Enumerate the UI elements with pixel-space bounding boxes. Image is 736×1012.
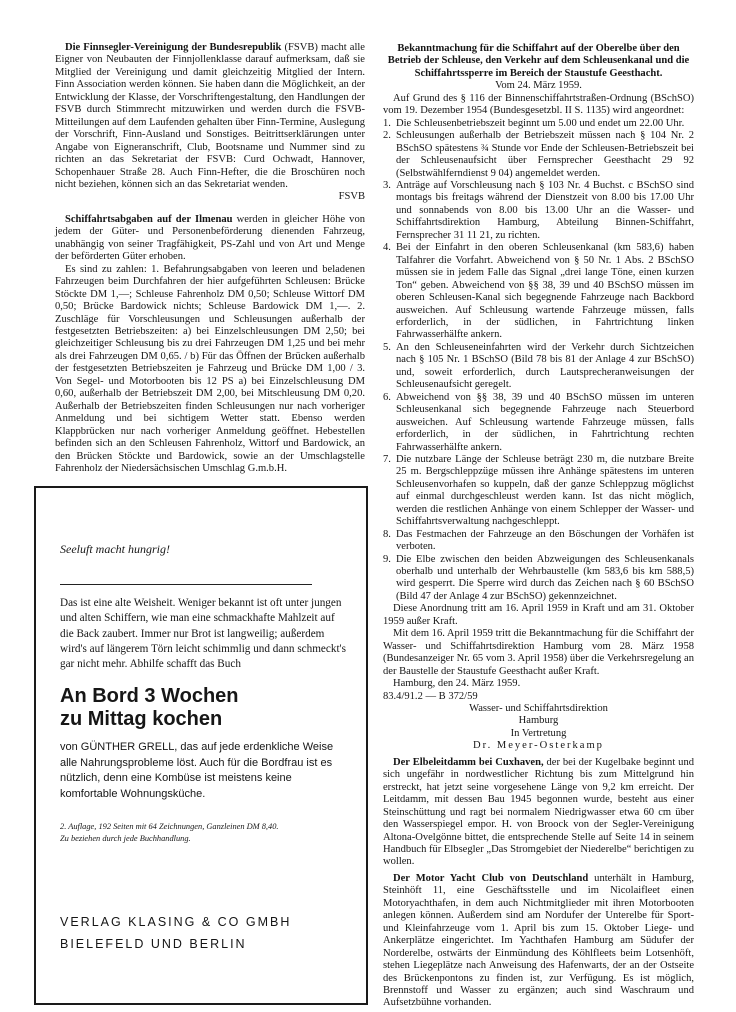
notice-item <box>383 342 694 392</box>
elbeleitdamm-lead: Der Elbeleitdamm bei Cuxhaven, <box>393 756 544 768</box>
notice-item-text: An den Schleuseneinfahrten wird der Verkehr durch Sichtzeichen nach § 105 Nr. 1 BSchSO (Bild 78 bis 81 der Anlage 4 zur BSchSO) und, soweit erforderlich, durch Lautsprecheranweisungen der Schleusenaufsicht geregelt. <box>396 341 694 391</box>
notice-item <box>383 554 694 604</box>
notice-date: Vom 24. März 1959. <box>495 80 582 92</box>
notice-item-number: 1. <box>383 117 391 129</box>
notice-items-list <box>383 118 694 604</box>
notice-item-number: 7. <box>383 453 391 465</box>
notice-place-date: Hamburg, den 24. März 1959. <box>393 678 521 690</box>
notice-item-number: 2. <box>383 130 391 142</box>
notice-item-text: Die nutzbare Länge der Schleuse beträgt 230 m, die nutzbare Breite 25 m. Bergschleppzüge müssen ihre Anhänge spätestens im unteren Schleusenvorhafen so kuppeln, daß der ganze Schleppzug möglichst auf einmal durchgeschleust werden kann. Ist das nicht möglich, werden die restlichen Anhänge von einem Schlepper der Wasser- und Schiffahrtsverwaltung nachgeschleppt. <box>396 453 694 528</box>
notice-item <box>383 242 694 342</box>
right-column <box>383 43 694 1010</box>
ad-publisher <box>60 911 350 955</box>
notice-item-text: Anträge auf Vorschleusung nach § 103 Nr. 4 Buchst. c BSchSO sind montags bis freitags während der Dienstzeit von 8.00 bis 17.00 Uhr und sonnabends von 8.00 bis 13.00 Uhr an die Wasser- und Schiffahrtsdirektion Hamburg, Abteilung Binnen-Schiffahrt, Fernsprecher 31 11 21, zu richten. <box>396 179 694 241</box>
ad-edition-line2: Zu beziehen durch jede Buchhandlung. <box>60 834 191 843</box>
ad-publisher-line1: VERLAG KLASING & CO GMBH <box>60 915 292 929</box>
notice-item <box>383 118 694 130</box>
notice-item-number: 9. <box>383 553 391 565</box>
ad-publisher-line2: BIELEFELD UND BERLIN <box>60 937 247 951</box>
fsvb-notice <box>55 42 365 191</box>
notice-item-number: 8. <box>383 528 391 540</box>
notice-item-text: Das Festmachen der Fahrzeuge an den Böschungen der Vorhäfen ist verboten. <box>396 528 694 553</box>
ad-book-title-line1: An Bord 3 Wochen <box>60 685 239 707</box>
ilmenau-body: werden in gleicher Höhe von jedem der Güter- und Personenbeförderung dienenden Fahrzeug, unabhängig von seiner Tragfähigkeit, PS-Zahl und von Art und Menge der beförderten Güter erhoben. <box>55 213 366 263</box>
elbeleitdamm-notice <box>383 757 694 869</box>
fsvb-body: (FSVB) macht alle Eigner von Neubauten der Finnjollenklasse darauf aufmerksam, daß sie Mitglied der Vereinigung und damit gleichzeitig Mitglied der Intern. Finn Association werden können. Sie haben dann die Möglichkeit, an der Entwicklung der Klasse, der Vorschriftengestaltung, den Handlungen der FSVB durch Stimmrecht mitzuwirken und werden durch die FSVB-Mitteilungen auf dem Laufenden gehalten über Finn-Termine, Auslegung der Vorschrift, Finn-Ausland und Sonstiges. Beitrittserklärungen unter Angabe von Eigneranschrift, Club, Bootsname und Nummer sind zu richten an das Sekretariat der FSVB: Curd Ochwadt, Hannover, Schopenhauer Straße 28. Auch Finn-Hefter, die die Broschüren noch nicht beziehen, können sich an das Sekretariat wenden. <box>55 42 365 190</box>
notice-title: Bekanntmachung für die Schiffahrt auf der Oberelbe über den Betrieb der Schleuse, den Verkehr auf dem Schleusenkanal und die Schiffahrtssperre im Bereich der Staustufe Geesthacht. <box>387 43 690 79</box>
ilmenau-lead: Schiffahrtsabgaben auf der Ilmenau <box>65 213 233 225</box>
notice-authority-city: Hamburg <box>518 715 559 727</box>
myc-lead: Der Motor Yacht Club von Deutschland <box>393 872 589 884</box>
notice-item-text: Schleusungen außerhalb der Betriebszeit müssen nach § 104 Nr. 2 BSchSO spätestens ¾ Stunde vor Ende der Schleusen-Betriebszeit bei der Schleusenaufsicht über Fernsprecher Geesthacht 29 92 (Selbstwählferndienst 9 04) angemeldet werden. <box>396 130 694 179</box>
left-column <box>55 42 365 475</box>
notice-validity: Diese Anordnung tritt am 16. April 1959 in Kraft und am 31. Oktober 1959 außer Kraft. <box>383 603 694 627</box>
ad-slogan: Seeluft macht hungrig! <box>60 542 170 556</box>
elbeleitdamm-body: der bei der Kugelbake beginnt und sich ungefähr in nordwestlicher Richtung bis zum Mittelgrund hin erstreckt, hat jetzt seine vorgesehene Länge von 9,2 km erreicht. Der Leitdamm, mit dessen Bau 1945 begonnen wurde, besteht aus einer Steinschüttung und ragt bei normalem Niedrigwasser etwa 60 cm über den Wasserspiegel empor. H. von Broock von der Segler-Vereinigung Altona-Ovelgönne bittet, die entsprechende Stelle auf Seite 14 in seinem Handbuch für Elbsegler „Das Stromgebiet der Niederelbe“ berichtigen zu wollen. <box>383 756 695 868</box>
notice-item-text: Bei der Einfahrt in den oberen Schleusenkanal (km 583,6) haben Talfahrer die Vorfahrt. Abweichend von § 50 Nr. 1 Abs. 2 BSchSO müssen sie in jedem Falle das Signal „drei lange Töne, einen kurzen Ton“ geben. Abweichend von §§ 38, 39 und 40 BSchSO müssen im oberen Schleusen-Kanal sich begegnende Fahrzeuge nach Backbord ausweichen. Auf Schleusung wartende Fahrzeuge müssen, falls erforderlich, in der südlichen, in Fahrtrichtung linken Fahrwasserhälfte ankern. <box>396 242 694 341</box>
notice-item-text: Abweichend von §§ 38, 39 und 40 BSchSO müssen im unteren Schleusenkanal sich begegnende Fahrzeuge nach Steuerbord ausweichen. Auf Schleusung wartende Fahrzeuge müssen, falls erforderlich, in der südlichen, in Fahrtrichtung rechten Fahrwasserhälfte ankern. <box>396 391 694 453</box>
notice-item-number: 3. <box>383 179 391 191</box>
notice-item-number: 6. <box>383 391 391 403</box>
notice-authority-deputy: In Vertretung <box>510 727 567 739</box>
notice-signer: Dr. Meyer-Osterkamp <box>473 740 604 752</box>
notice-repeal: Mit dem 16. April 1959 tritt die Bekanntmachung für die Schiffahrt der Wasser- und Schiffahrtsdirektion Hamburg vom 28. März 1958 (Bundesanzeiger Nr. 65 vom 3. April 1958) über die Verkehrsregelung an der Baustelle der Staustufe Geesthacht außer Kraft. <box>383 628 694 677</box>
notice-reference: 83.4/91.2 — B 372/59 <box>383 690 478 702</box>
notice-item <box>383 454 694 529</box>
notice-item <box>383 529 694 554</box>
ad-edition-line1: 2. Auflage, 192 Seiten mit 64 Zeichnungen, Ganzleinen DM 8,40. <box>60 822 279 831</box>
notice-authority: Wasser- und Schiffahrtsdirektion <box>469 703 608 715</box>
book-advertisement <box>34 486 368 1005</box>
ad-divider <box>60 584 312 585</box>
ilmenau-notice <box>55 214 365 264</box>
notice-intro: Auf Grund des § 116 der Binnenschiffahrtstraßen-Ordnung (BSchSO) vom 19. Dezember 1954 (Bundesgesetzbl. II S. 1135) wird angeordnet: <box>383 92 694 117</box>
ad-book-title-line2: zu Mittag kochen <box>60 708 223 730</box>
notice-item-text: Die Schleusenbetriebszeit beginnt um 5.00 und endet um 22.00 Uhr. <box>396 117 685 129</box>
ad-intro: Das ist eine alte Weisheit. Weniger bekannt ist oft unter jungen und alten Schiffern, wie man eine schmackhafte Mahlzeit auf die Back zaubert. Immer nur Brot ist langweilig; außerdem wird's auf längerem Törn leicht schimmlig und dann schmeckt's gar nicht mehr. Abhilfe schafft das Buch <box>60 597 346 671</box>
ad-edition-info <box>60 821 350 845</box>
notice-item-number: 4. <box>383 242 391 254</box>
fsvb-signature: FSVB <box>338 191 365 203</box>
myc-notice <box>383 873 694 1010</box>
ad-book-description: von GÜNTHER GRELL, das auf jede erdenkliche Weise alle Nahrungsprobleme löst. Auch für die Bordfrau ist es nützlich, denn eine Kombüse ist meistens keine komfortable Wohnungsküche. <box>60 741 334 800</box>
ad-book-title <box>60 685 350 731</box>
notice-item <box>383 130 694 180</box>
notice-item <box>383 392 694 454</box>
ilmenau-fees: Es sind zu zahlen: 1. Befahrungsabgaben von leeren und beladenen Fahrzeugen beim Durchfahren der hier aufgeführten Schleusen: Brücke Stöckte DM 1,—; Schleuse Fahrenholz DM 0,50; Schleuse Wittorf DM 0,50; Brücke Bardowick nichts; Schleuse Bardowick DM 1,—. 2. Zuschläge für Vorschleusungen und Schleusungen außerhalb der festgesetzten Betriebszeiten: a) bei Einzelschleusungen DM 2,50; bei gleichzeitiger Schleusung bis zu drei Fahrzeugen DM 1,25 und bei mehr als drei Fahrzeugen DM 0,65. / b) Für das Öffnen der Brücken außerhalb der festgesetzten Betriebszeiten je Fahrzeug und Brücke DM 1,00 / 3. Von Segel- und Motorbooten bis 12 PS a) bei Einzelschleusung DM 0,60, außerhalb der Betriebszeit DM 2,00, bei Mitschleusung DM 0,20. Außerhalb der Betriebszeiten finden Schleusungen nur nach vorheriger Anmeldung und bei sichtigem Wetter statt. Ebenso werden Klappbrücken nur nach vorheriger Anmeldung geöffnet. Hebestellen befinden sich an den Schleusen Fahrenholz, Wittorf und Bardowick, an den Brücken Stöckte und Bardowick, sowie an der Umschlagstelle Fahrenholz der Niedersächsischen Umschlag G.m.b.H. <box>55 263 365 474</box>
fsvb-lead: Die Finnsegler-Vereinigung der Bundesrepublik <box>65 42 282 53</box>
notice-item-number: 5. <box>383 341 391 353</box>
notice-item-text: Die Elbe zwischen den beiden Abzweigungen des Schleusenkanals oberhalb und unterhalb der Wehrbaustelle (km 583,6 bis km 588,5) wird gesperrt. Die Sperre wird durch das Zeichen nach § 60 BSchSO (Bild 47 der Anlage 4 zur BSchSO) gekennzeichnet. <box>396 553 694 602</box>
myc-body: unterhält in Hamburg, Steinhöft 11, eine Geschäftsstelle und im Nicolaifleet einen Motoryachthafen, in dem auch Nichtmitglieder mit ihren Motorbooten anlegen können. Außerdem sind am Nordufer der Unterelbe für Sport- und Kleinfahrzeuge vom 1. April bis zum 15. Oktober Liege- und Ankerplätze eingerichtet. Im Yachthafen Hamburg am Südufer der Norderelbe, ostwärts der Einmündung des Köhlfleets beim Lotsenhöft, stehen Liegeplätze nach Anweisung des Hafenwarts, der an der Ostseite des Brückenpontons zu finden ist, zur Verfügung. Es ist möglich, Brennstoff und Wasser zu ergänzen; auch sind Waschraum und Aufsetzbühne vorhanden. <box>383 872 694 1009</box>
notice-item <box>383 180 694 242</box>
